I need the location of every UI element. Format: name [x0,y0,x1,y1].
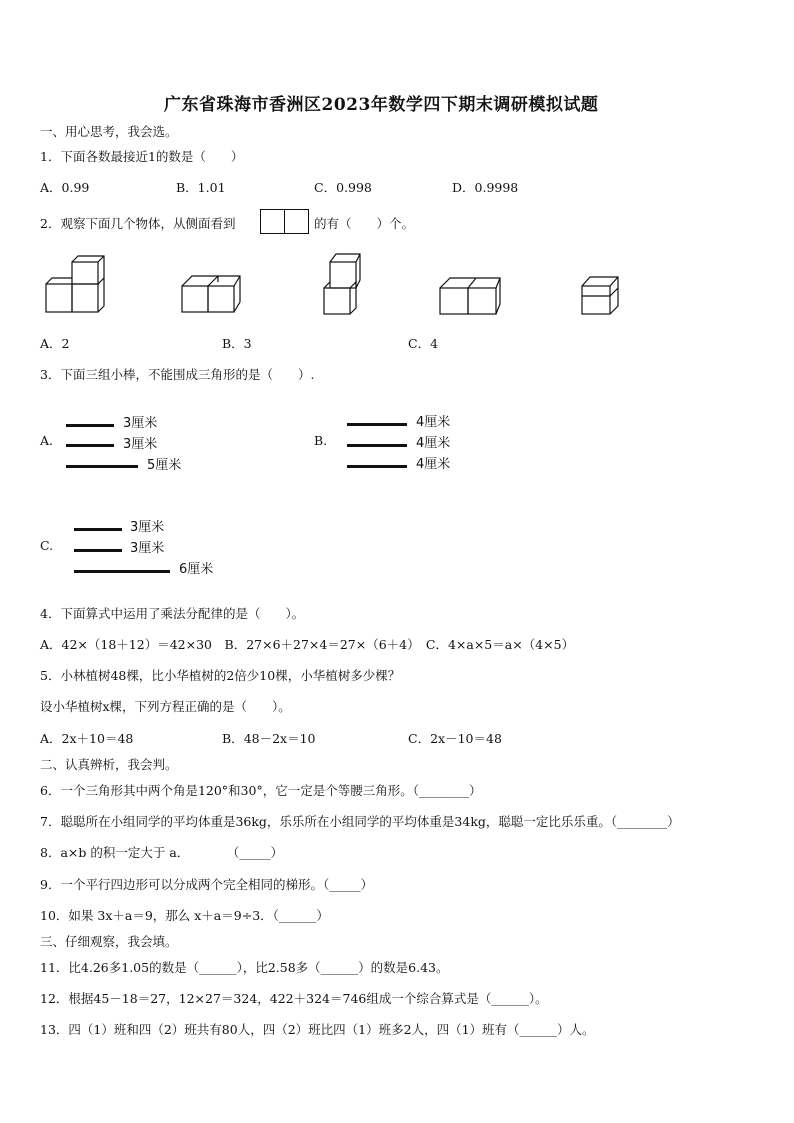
question-3: 3．下面三组小棒，不能围成三角形的是（ ）. [40,367,315,382]
stick-c-1-label: 3厘米 [130,520,165,535]
question-5-sub: 设小华植树x棵，下列方程正确的是（ ）。 [40,699,291,714]
q1-option-b[interactable]: B．1.01 [176,180,226,195]
question-13[interactable]: 13．四（1）班和四（2）班共有80人，四（2）班比四（1）班多2人，四（1）班有（______）人。 [40,1022,595,1037]
q5-option-a-label: A． [40,731,62,746]
cube-figure-2 [180,272,244,316]
question-10[interactable]: 10．如果 3x＋a＝9，那么 x＋a＝9÷3．（______） [40,908,329,923]
stick-c-1 [74,528,122,531]
q5-option-c-eq: 2x－10＝48 [430,731,502,746]
question-8[interactable]: 8．a×b 的积一定大于 a． （_____） [40,845,284,860]
question-6[interactable]: 6．一个三角形其中两个角是120°和30°，它一定是个等腰三角形。（________） [40,783,482,798]
q5-option-a-eq: 2x＋10＝48 [61,731,134,746]
question-9[interactable]: 9．一个平行四边形可以分成两个完全相同的梯形。（_____） [40,877,373,892]
q4-options[interactable]: A．42×（18＋12）＝42×30 B．27×6＋27×4＝27×（6＋4） C．4×a×5＝a×（4×5） [40,637,575,652]
stick-c-2-label: 3厘米 [130,541,165,556]
q1-option-c[interactable]: C．0.998 [314,180,372,195]
question-1: 1．下面各数最接近1的数是（ ） [40,149,244,164]
cube-figure-4 [438,274,504,318]
stick-b-3-label: 4厘米 [416,457,451,472]
q5-option-a[interactable] [40,729,133,747]
stick-a-3 [66,465,138,468]
question-2-suffix: 的有（ ）个。 [314,216,415,231]
question-4: 4．下面算式中运用了乘法分配律的是（ ）。 [40,606,305,621]
question-12[interactable]: 12．根据45－18＝27，12×27＝324，422＋324＝746组成一个综合算式是（______）。 [40,991,548,1006]
q3-option-a[interactable]: A. [40,433,54,448]
q5-option-b-eq: 48－2x＝10 [243,731,316,746]
cube-figure-3 [320,250,364,318]
stick-a-1-label: 3厘米 [123,416,158,431]
q1-option-a[interactable]: A．0.99 [40,180,90,195]
q2-option-b[interactable]: B．3 [222,336,252,351]
q5-option-b[interactable] [222,729,316,747]
q3-option-b[interactable]: B. [314,433,328,448]
q3-option-c[interactable]: C. [40,538,54,553]
stick-a-1 [66,424,114,427]
question-5: 5．小林植树48棵，比小华植树的2倍少10棵，小华植树多少棵？ [40,668,401,683]
q5-option-c[interactable] [408,729,502,747]
q5-option-b-label: B． [222,731,244,746]
q5-option-c-label: C． [408,731,431,746]
stick-c-3-label: 6厘米 [179,562,214,577]
stick-c-3 [74,570,170,573]
stick-a-2 [66,444,114,447]
stick-b-1-label: 4厘米 [416,415,451,430]
side-view-icon [260,209,309,234]
q2-option-a[interactable]: A．2 [40,336,70,351]
cube-figure-1 [44,254,104,316]
q2-option-c[interactable]: C．4 [408,336,439,351]
q1-option-d[interactable]: D．0.9998 [452,180,519,195]
stick-c-2 [74,549,122,552]
cube-figure-5 [580,274,622,318]
question-7[interactable]: 7．聪聪所在小组同学的平均体重是36kg，乐乐所在小组同学的平均体重是34kg，聪聪一定比乐乐重。（________） [40,814,680,829]
stick-b-2 [347,444,407,447]
question-11[interactable]: 11．比4.26多1.05的数是（______），比2.58多（______）的数是6.43。 [40,960,449,975]
section-heading-1: 一、用心思考，我会选。 [40,124,178,139]
page-title: 广东省珠海市香洲区2023年数学四下期末调研模拟试题 [164,95,599,115]
stick-a-2-label: 3厘米 [123,437,158,452]
stick-b-1 [347,423,407,426]
section-heading-3: 三、仔细观察，我会填。 [40,934,178,949]
stick-b-2-label: 4厘米 [416,436,451,451]
stick-b-3 [347,465,407,468]
section-heading-2: 二、认真辨析，我会判。 [40,757,178,772]
stick-a-3-label: 5厘米 [147,458,182,473]
question-2-prefix: 2．观察下面几个物体，从侧面看到 [40,216,236,231]
